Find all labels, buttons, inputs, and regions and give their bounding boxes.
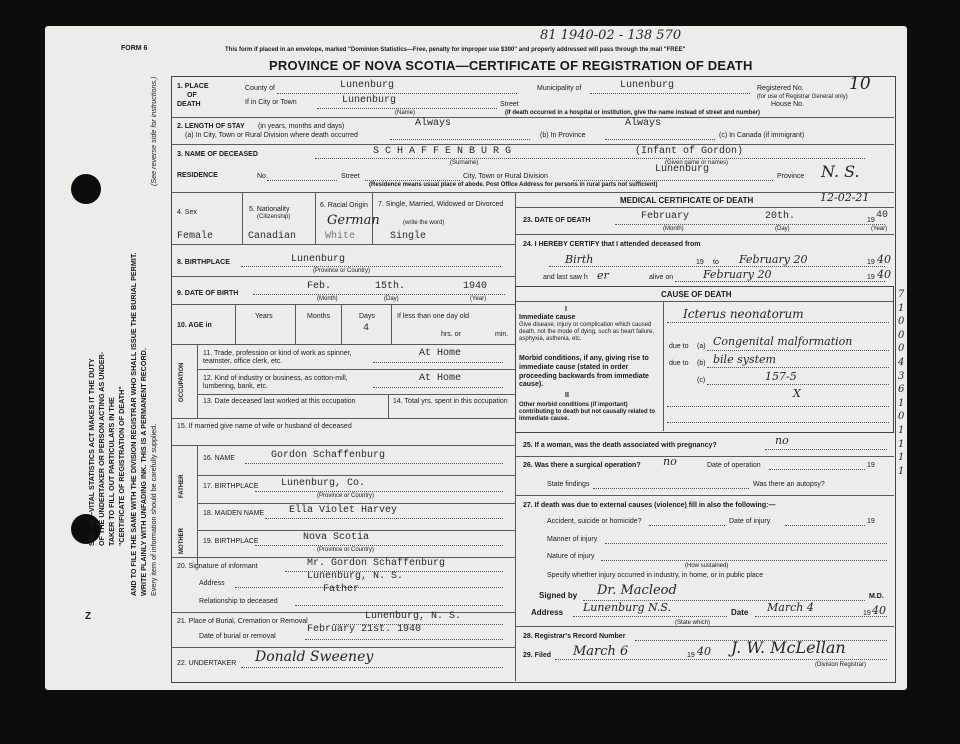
medical-header: MEDICAL CERTIFICATE OF DEATH xyxy=(620,196,754,205)
dob-month: Feb. xyxy=(307,281,332,292)
last-worked-label: 13. Date deceased last worked at this occupation xyxy=(203,398,356,405)
residence-note: (Residence means usual place of abode. Post Office Address for persons in rural parts not sufficient) xyxy=(369,182,658,188)
birthplace-label: 8. BIRTHPLACE xyxy=(177,259,230,266)
side-instructions: SEC. 46—VITAL STATISTICS ACT MAKES IT THE DUTY OF THE UNDERTAKER OR PERSON ACTING AS UNDER- TAKER TO FILL OUT PARTICULARS IN THE "CERTIFICATE OF REGISTRATION OF DEATH" AND TO FILE THE SAME WITH THE DIVISION REGISTRAR WHO SHALL ISSUE THE BURIAL PERMIT. WRITE PLAINLY WITH UNFADING INK. THIS IS A PERMANENT RECORD. Every item of information should be carefully supplied. (See reverse side for instructions.) xyxy=(87,76,158,596)
undertaker-signature: Donald Sweeney xyxy=(255,649,374,665)
medical-handwritten-date: 12-02-21 xyxy=(820,191,870,204)
last-saw-label: and last saw h xyxy=(543,274,588,281)
external-label: 27. If death was due to external causes (violence) fill in also the following:— xyxy=(523,502,776,509)
residence-label: RESIDENCE xyxy=(177,172,218,179)
father-vertical-label: FATHER xyxy=(179,474,185,498)
father-name: Gordon Schaffenburg xyxy=(271,450,386,461)
dod-month: February xyxy=(641,211,690,222)
page-title: PROVINCE OF NOVA SCOTIA—CERTIFICATE OF REGISTRATION OF DEATH xyxy=(269,58,753,73)
age-days-label: Days xyxy=(359,313,375,320)
dob-year: 1940 xyxy=(463,281,488,292)
op-year-prefix: 19 xyxy=(867,462,875,469)
informant-name: Mr. Gordon Schaffenburg xyxy=(307,558,446,569)
filed-year-prefix: 19 xyxy=(687,652,695,659)
residence-city: Lunenburg xyxy=(655,164,710,175)
origin-label: 6. Racial Origin xyxy=(320,202,368,209)
deceased-given: (Infant of Gordon) xyxy=(635,146,744,157)
immediate-label: Immediate cause xyxy=(519,314,576,321)
father-birthplace-label: 17. BIRTHPLACE xyxy=(203,483,259,490)
form-number: FORM 6 xyxy=(121,45,148,52)
stay-province-label: (b) In Province xyxy=(540,132,586,139)
surname-note: (Surname) xyxy=(450,160,479,166)
alive-year-prefix: 19 xyxy=(867,274,875,281)
injury-year-prefix: 19 xyxy=(867,518,875,525)
nature-label: Nature of injury xyxy=(547,553,595,560)
registrar-signature: J. W. McLellan xyxy=(731,638,846,657)
registered-label: Registered No. xyxy=(757,85,804,92)
informant-address-label: Address xyxy=(199,580,225,587)
manner-label: Manner of injury xyxy=(547,536,598,543)
filed-date: March 6 xyxy=(573,644,629,659)
month-note: (Month) xyxy=(317,296,338,302)
place-label-death: DEATH xyxy=(177,101,201,108)
attended-to-label: to xyxy=(713,259,719,266)
informant-relationship: Father xyxy=(323,584,360,595)
record-number-label: 28. Registrar's Record Number xyxy=(523,633,626,640)
dod-year-prefix: 19 xyxy=(867,217,875,224)
attended-to: February 20 xyxy=(739,253,808,266)
certificate-date-label: Date xyxy=(731,608,749,617)
stay-label: 2. LENGTH OF STAY xyxy=(177,123,245,130)
mother-birthplace-label: 19. BIRTHPLACE xyxy=(203,538,259,545)
physician-address-label: Address xyxy=(531,608,564,617)
immediate-desc: Give disease, injury or complication which caused death, not the mode of dying, such as heart failure, asphyxia, asthenia, etc. xyxy=(519,322,655,343)
dod-day: 20th. xyxy=(765,211,796,222)
signed-by-label: Signed by xyxy=(539,591,578,600)
nationality-note: (Citizenship) xyxy=(257,214,291,220)
due-to-a-label: due to xyxy=(669,343,689,350)
division-registrar-note: (Division Registrar) xyxy=(815,662,867,668)
stay-city-label: (a) In City, Town or Rural Division where death occurred xyxy=(185,132,358,139)
given-note: (Given name or names) xyxy=(665,160,729,166)
due-a-marker: (a) xyxy=(697,343,706,350)
burial-date: February 21st. 1940 xyxy=(307,624,422,635)
envelope-note: This form if placed in an envelope, marked "Dominion Statistics—Free, penalty for improper use $300" and properly addressed will pass through the mail "FREE" xyxy=(225,47,686,53)
mother-vertical-label: MOTHER xyxy=(179,528,185,554)
residence-city-label: City, Town or Rural Division xyxy=(463,173,548,180)
due-b-marker: (b) xyxy=(697,360,706,367)
spouse-label: 15. If married give name of wife or husband of deceased xyxy=(177,423,352,430)
burial-place: Lunenburg, N. S. xyxy=(365,611,462,622)
stay-desc: (in years, months and days) xyxy=(258,123,345,130)
due-to-b-label: due to xyxy=(669,360,689,367)
dod-label: 23. DATE OF DEATH xyxy=(523,217,591,224)
residence-province-label: Province xyxy=(777,173,805,180)
industry-label: 12. Kind of industry or business, as cotton-mill, lumbering, bank, etc. xyxy=(203,375,348,391)
street-label: Street xyxy=(500,101,519,108)
alive-on-value: February 20 xyxy=(703,268,772,281)
name-note: (Name) xyxy=(395,110,416,116)
birthplace-value: Lunenburg xyxy=(291,254,346,265)
nationality-value: Canadian xyxy=(248,231,297,242)
age-months-label: Months xyxy=(307,313,330,320)
specify-label: Specify whether injury occurred in industry, in home, or in public place xyxy=(547,572,764,579)
attended-from-year: 19 xyxy=(696,259,704,266)
day-note: (Day) xyxy=(384,296,399,302)
occupation-vertical-label: OCCUPATION xyxy=(179,362,185,402)
deceased-label: 3. NAME OF DECEASED xyxy=(177,151,258,158)
margin-mark: Z xyxy=(85,611,92,622)
roman-one: I xyxy=(565,306,567,313)
surgical-value: no xyxy=(663,455,677,468)
marital-label: 7. Single, Married, Widowed or Divorced xyxy=(378,201,504,208)
county-label: County of xyxy=(245,85,275,92)
due-c-value: 157-5 xyxy=(765,370,797,383)
certify-label: 24. I HEREBY CERTIFY that I attended deceased from xyxy=(523,241,701,248)
mother-birthplace: Nova Scotia xyxy=(303,532,370,543)
sex-label: 4. Sex xyxy=(177,209,197,216)
dob-day: 15th. xyxy=(375,281,406,292)
pregnancy-label: 25. If a woman, was the death associated with pregnancy? xyxy=(523,442,717,449)
how-sustained-note: (How sustained) xyxy=(685,563,729,569)
informant-address: Lunenburg, N. S. xyxy=(307,571,404,582)
trade-value: At Home xyxy=(419,348,462,359)
morbid-label: Morbid conditions, if any, giving rise to immediate cause (stated in order proceeding backwards from immediate cause). xyxy=(519,355,649,389)
city-value: Lunenburg xyxy=(342,95,397,106)
origin-typed: White xyxy=(325,231,356,242)
maiden-name-label: 18. MAIDEN NAME xyxy=(203,510,265,517)
pregnancy-value: no xyxy=(775,434,789,447)
stay-canada-label: (c) In Canada (if immigrant) xyxy=(719,132,805,139)
other-conditions-label: Other morbid conditions (if important) contributing to death but not causally related to immediate cause. xyxy=(519,402,656,423)
under-day-label: If less than one day old xyxy=(397,313,469,320)
marital-note: (write the word) xyxy=(403,220,445,226)
place-label: 1. PLACE xyxy=(177,83,209,90)
years-spent-label: 14. Total yrs. spent in this occupation xyxy=(393,398,508,405)
residence-street-label: Street xyxy=(341,173,360,180)
age-years-label: Years xyxy=(255,313,273,320)
certificate-year: 40 xyxy=(872,604,886,617)
certificate-date: March 4 xyxy=(767,601,814,614)
surgical-label: 26. Was there a surgical operation? xyxy=(523,462,641,469)
autopsy-label: Was there an autopsy? xyxy=(753,481,825,488)
trade-label: 11. Trade, profession or kind of work as spinner, teamster, office clerk, etc. xyxy=(203,350,352,366)
registered-no: 10 xyxy=(849,74,871,94)
father-prov-note: (Province or Country) xyxy=(317,493,375,499)
industry-value: At Home xyxy=(419,373,462,384)
dod-day-note: (Day) xyxy=(775,226,790,232)
md-label: M.D. xyxy=(869,593,884,600)
cause-header: CAUSE OF DEATH xyxy=(661,290,732,299)
birthplace-note: (Province or Country) xyxy=(313,268,371,274)
father-name-label: 16. NAME xyxy=(203,455,235,462)
burial-label: 21. Place of Burial, Cremation or Removal xyxy=(177,618,308,625)
residence-province: N. S. xyxy=(821,162,860,181)
residence-no-label: No. xyxy=(257,173,268,180)
deceased-surname: S C H A F F E N B U R G xyxy=(373,146,512,157)
physician-address: Lunenburg N.S. xyxy=(583,601,672,614)
age-days: 4 xyxy=(363,323,370,334)
state-which-note: (State which) xyxy=(675,620,711,626)
mother-prov-note: (Province or Country) xyxy=(317,547,375,553)
hrs-label: hrs. or xyxy=(441,331,461,338)
registrar-use-note: (for use of Registrar General only) xyxy=(757,94,848,100)
dod-year-note: (Year) xyxy=(871,226,888,232)
other-conditions-value: X xyxy=(793,387,801,400)
physician-signature: Dr. Macleod xyxy=(597,583,677,598)
age-label: 10. AGE in xyxy=(177,322,212,329)
alive-year: 40 xyxy=(877,268,891,281)
burial-date-label: Date of burial or removal xyxy=(199,633,276,640)
maiden-name: Ella Violet Harvey xyxy=(289,505,398,516)
attended-from: Birth xyxy=(565,253,594,266)
relationship-label: Relationship to deceased xyxy=(199,598,278,605)
municipality-label: Municipality of xyxy=(537,85,582,92)
place-label-of: OF xyxy=(187,92,197,99)
dod-year: 40 xyxy=(876,210,889,221)
father-birthplace: Lunenburg, Co. xyxy=(281,478,366,489)
death-certificate xyxy=(45,26,907,690)
attended-to-year-prefix: 19 xyxy=(867,259,875,266)
due-a-value: Congenital malformation xyxy=(713,335,853,348)
stay-province-value: Always xyxy=(625,118,662,129)
dod-month-note: (Month) xyxy=(663,226,684,232)
undertaker-label: 22. UNDERTAKER xyxy=(177,660,237,667)
filed-year: 40 xyxy=(697,645,711,658)
date-operation-label: Date of operation xyxy=(707,462,761,469)
nationality-label: 5. Nationality xyxy=(249,206,290,213)
dob-label: 9. DATE OF BIRTH xyxy=(177,290,239,297)
year-note: (Year) xyxy=(470,296,487,302)
immediate-cause: Icterus neonatorum xyxy=(683,307,804,321)
city-label: If in City or Town xyxy=(245,99,297,106)
accident-label: Accident, suicide or homicide? xyxy=(547,518,642,525)
origin-handwritten: German xyxy=(327,213,380,228)
informant-label: 20. Signature of informant xyxy=(177,563,258,570)
roman-two: II xyxy=(565,392,569,399)
county-value: Lunenburg xyxy=(340,80,395,91)
margin-codes: 7 1 0 0 0 4 3 6 1 0 1 1 1 1 xyxy=(898,289,905,477)
due-b-value: bile system xyxy=(713,353,776,366)
certificate-year-prefix: 19 xyxy=(863,610,871,617)
min-label: min. xyxy=(495,331,509,338)
due-c-marker: (c) xyxy=(697,377,706,384)
date-injury-label: Date of injury xyxy=(729,518,771,525)
stamp-number: 81 1940-02 - 138 570 xyxy=(540,28,682,43)
last-saw-value: er xyxy=(597,269,609,282)
alive-on-label: alive on xyxy=(649,274,674,281)
stay-city-value: Always xyxy=(415,118,452,129)
attended-to-year: 40 xyxy=(877,253,891,266)
marital-value: Single xyxy=(390,231,427,242)
hospital-note: (If death occurred in a hospital or institution, give the name instead of street and number) xyxy=(505,110,761,116)
house-label: House No. xyxy=(771,101,805,108)
municipality-value: Lunenburg xyxy=(620,80,675,91)
sex-value: Female xyxy=(177,231,214,242)
findings-label: State findings xyxy=(547,481,590,488)
filed-label: 29. Filed xyxy=(523,652,552,659)
